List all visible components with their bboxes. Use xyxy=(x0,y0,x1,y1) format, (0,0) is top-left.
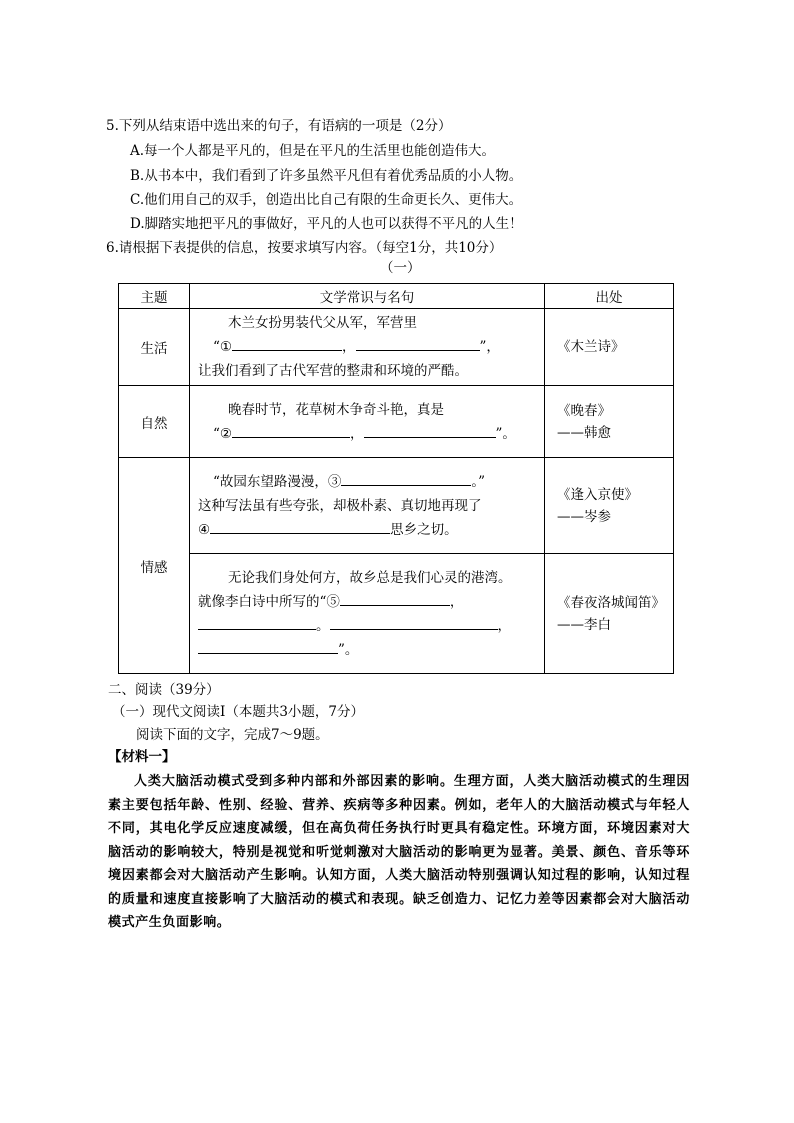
emotion-b-line-4: ”。 xyxy=(198,638,536,662)
header-source: 出处 xyxy=(545,284,674,309)
emotion-a-line-3: ④ 思乡之切。 xyxy=(198,521,458,538)
theme-life: 生活 xyxy=(119,309,190,386)
nature-line-2: “② ， ”。 xyxy=(213,425,516,442)
question-6-title: 6.请根据下表提供的信息，按要求填写内容。（每空1分，共10分） xyxy=(106,240,503,256)
answer-blank-5a[interactable] xyxy=(340,592,450,606)
table-row-emotion-a xyxy=(119,458,674,554)
knowledge-emotion-a xyxy=(190,458,545,554)
theme-emotion: 情感 xyxy=(119,458,190,674)
answer-blank-2b[interactable] xyxy=(364,424,496,438)
table-row-life xyxy=(119,309,674,386)
material-paragraph: 人类大脑活动模式受到多种内部和外部因素的影响。生理方面，人类大脑活动模式的生理因素主要包括年龄、性别、经验、营养、疾病等多种因素。例如，老年人的大脑活动模式与年轻人不同，其电化学反应速度减缓，但在高负荷任务执行时更具有稳定性。环境方面，环境因素对大脑活动的影响较大，特别是视觉和听觉刺激对大脑活动的影响更为显著。美景、颜色、音乐等环境因素都会对大脑活动产生影响。认知方面，人类大脑活动特别强调认知过程的影响，认知过程的质量和速度直接影响了大脑活动的模式和表现。缺乏创造力、记忆力差等因素都会对大脑活动模式产生负面影响。 xyxy=(108,774,690,930)
answer-blank-5c[interactable] xyxy=(330,616,498,630)
table-header-row xyxy=(119,284,674,309)
nature-line-1: 晚春时节，花草树木争奇斗艳，真是 xyxy=(228,401,444,418)
emotion-a-line-1: “故园东望路漫漫，③ 。” xyxy=(213,473,486,490)
life-line-1: 木兰女扮男装代父从军，军营里 xyxy=(228,315,417,331)
emotion-b-line-2: 就像李白诗中所写的“⑤ ， xyxy=(198,593,464,610)
life-line-3: 让我们看到了古代军营的整肃和环境的严酷。 xyxy=(198,363,468,379)
material-label: 【材料一】 xyxy=(108,749,176,765)
answer-blank-4[interactable] xyxy=(210,520,390,534)
knowledge-life xyxy=(190,309,545,386)
source-life: 《木兰诗》 xyxy=(545,309,674,386)
answer-blank-2a[interactable] xyxy=(232,424,350,438)
answer-blank-1a[interactable] xyxy=(232,337,342,351)
life-line-2: “① ， ”， xyxy=(213,339,500,355)
answer-blank-1b[interactable] xyxy=(356,337,480,351)
table-caption: （一） xyxy=(380,260,421,276)
section-heading-reading: 二、阅读（39分） xyxy=(108,682,220,698)
question-5-option-c: C.他们用自己的双手，创造出比自己有限的生命更长久、更伟大。 xyxy=(130,192,523,208)
emotion-b-line-3: 。 ， xyxy=(198,614,536,638)
source-nature: 《晚春》 ——韩愈 xyxy=(545,386,674,458)
question-5-title: 5.下列从结束语中选出来的句子，有语病的一项是（2分） xyxy=(106,118,452,134)
table-row-emotion-b xyxy=(119,554,674,674)
subsection-heading: （一）现代文阅读Ⅰ（本题共3小题，7分） xyxy=(112,704,365,720)
source-emotion-b: 《春夜洛城闻笛》 ——李白 xyxy=(545,554,674,674)
knowledge-emotion-b xyxy=(190,554,545,674)
header-theme: 主题 xyxy=(119,284,190,309)
table-row-nature xyxy=(119,386,674,458)
answer-blank-3[interactable] xyxy=(341,472,471,486)
question-5-option-d: D.脚踏实地把平凡的事做好，平凡的人也可以获得不平凡的人生！ xyxy=(130,216,523,232)
question-5-option-b: B.从书本中，我们看到了许多虽然平凡但有着优秀品质的小人物。 xyxy=(130,168,523,184)
literature-table xyxy=(118,283,674,674)
source-emotion-a: 《逢入京使》 ——岑参 xyxy=(545,458,674,554)
answer-blank-5b[interactable] xyxy=(198,616,316,630)
answer-blank-5d[interactable] xyxy=(198,640,338,654)
header-knowledge: 文学常识与名句 xyxy=(190,284,545,309)
knowledge-nature xyxy=(190,386,545,458)
theme-nature: 自然 xyxy=(119,386,190,458)
emotion-b-line-1: 无论我们身处何方，故乡总是我们心灵的港湾。 xyxy=(228,569,512,586)
reading-instruction: 阅读下面的文字，完成7～9题。 xyxy=(136,727,329,743)
question-5-option-a: A.每一个人都是平凡的，但是在平凡的生活里也能创造伟大。 xyxy=(130,143,496,159)
emotion-a-line-2: 这种写法虽有些夸张，却极朴素、真切地再现了 xyxy=(198,497,482,514)
